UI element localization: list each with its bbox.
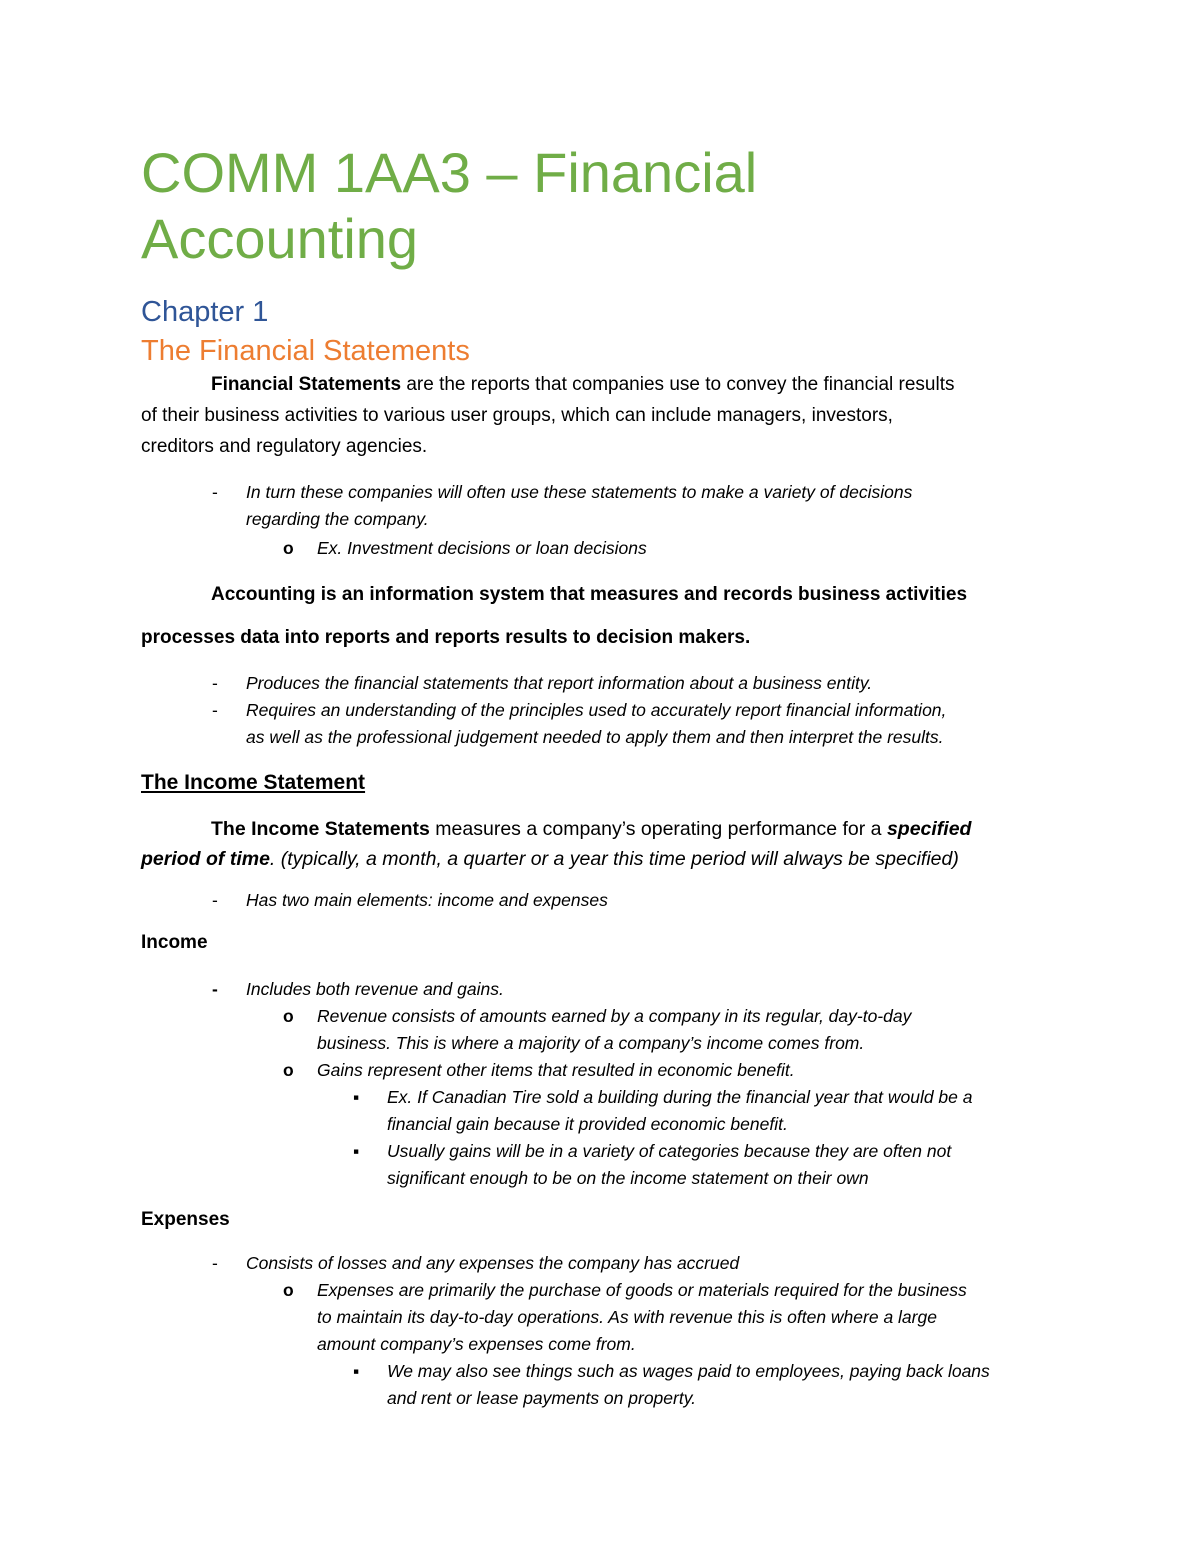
bullet-text: amount company’s expenses come from.: [317, 1334, 636, 1354]
bullet-text: regarding the company.: [246, 509, 429, 529]
dash-bullet: -: [212, 482, 218, 502]
list-item: [283, 535, 1063, 562]
list-item: [212, 887, 1072, 914]
list-item: [212, 670, 1072, 697]
list-item: [283, 1003, 1073, 1057]
bullet-text: business. This is where a majority of a company’s income comes from.: [317, 1033, 865, 1053]
list-item: [283, 1057, 1073, 1084]
square-bullet: ▪: [353, 1361, 360, 1381]
bullet-text: and rent or lease payments on property.: [387, 1388, 697, 1408]
bullet-text: Produces the financial statements that report information about a business entity.: [246, 673, 873, 693]
term-financial-statements: Financial Statements: [211, 374, 402, 395]
para1-line3: creditors and regulatory agencies.: [141, 436, 428, 457]
bullet-text: significant enough to be on the income statement on their own: [387, 1168, 869, 1188]
list-item: [283, 1277, 1073, 1358]
para2-line2: processes data into reports and reports results to decision makers.: [141, 627, 751, 648]
financial-statements-paragraph: [141, 369, 1061, 462]
document-title: COMM 1AA3 – Financial Accounting: [141, 141, 758, 270]
bullet-text: to maintain its day-to-day operations. As with revenue this is often where a large: [317, 1307, 937, 1327]
bullet-text: Has two main elements: income and expenses: [246, 890, 608, 910]
income-statement-paragraph: [141, 814, 1061, 874]
bullet-text: Includes both revenue and gains.: [246, 979, 504, 999]
term-accounting: Accounting: [211, 584, 316, 605]
dash-bullet: -: [212, 979, 218, 999]
dash-bullet: -: [212, 700, 218, 720]
chapter-heading: Chapter 1: [141, 296, 269, 328]
bullet-text: as well as the professional judgement needed to apply them and then interpret the results.: [246, 727, 944, 747]
para3-mid: measures a company’s operating performance for a: [429, 818, 887, 840]
expenses-heading: Expenses: [141, 1209, 230, 1230]
bullet-text: Consists of losses and any expenses the company has accrued: [246, 1253, 740, 1273]
income-statement-heading: The Income Statement: [141, 771, 366, 794]
list-item: [212, 1250, 1072, 1277]
bullet-text: Ex. If Canadian Tire sold a building during the financial year that would be a: [387, 1087, 973, 1107]
emphasis-period-of-time: period of time: [141, 848, 270, 870]
circle-bullet: o: [283, 538, 294, 558]
para2-line1: is an information system that measures and records business activities: [315, 584, 968, 605]
bullet-text: financial gain because it provided economic benefit.: [387, 1114, 788, 1134]
para1-line2: of their business activities to various user groups, which can include managers, investors,: [141, 405, 893, 426]
bullet-text: Requires an understanding of the principles used to accurately report financial information,: [246, 700, 947, 720]
list-item: [353, 1138, 1073, 1192]
bullet-text: Ex. Investment decisions or loan decisions: [317, 538, 647, 558]
accounting-paragraph: [141, 580, 1061, 610]
list-item: [353, 1084, 1073, 1138]
list-item: [212, 976, 1072, 1003]
square-bullet: ▪: [353, 1141, 360, 1161]
bullet-text: Gains represent other items that resulted in economic benefit.: [317, 1060, 795, 1080]
para3-rest: . (typically, a month, a quarter or a year this time period will always be specified): [269, 848, 959, 870]
circle-bullet: o: [283, 1060, 294, 1080]
square-bullet: ▪: [353, 1087, 360, 1107]
bullet-text: Revenue consists of amounts earned by a company in its regular, day-to-day: [317, 1006, 912, 1026]
bullet-text: Expenses are primarily the purchase of goods or materials required for the business: [317, 1280, 967, 1300]
emphasis-specified: specified: [886, 818, 972, 840]
circle-bullet: o: [283, 1006, 294, 1026]
dash-bullet: -: [212, 673, 218, 693]
section-heading: The Financial Statements: [141, 335, 470, 367]
dash-bullet: -: [212, 1253, 218, 1273]
bullet-text: Usually gains will be in a variety of categories because they are often not: [387, 1141, 952, 1161]
list-item: [353, 1358, 1073, 1412]
bullet-text: In turn these companies will often use these statements to make a variety of decisions: [246, 482, 913, 502]
list-item: [212, 479, 1062, 533]
bullet-text: We may also see things such as wages paid to employees, paying back loans: [387, 1361, 990, 1381]
circle-bullet: o: [283, 1280, 294, 1300]
income-heading: Income: [141, 932, 208, 953]
term-income-statements: The Income Statements: [211, 818, 430, 840]
list-item: [212, 697, 1072, 751]
para1-line1: are the reports that companies use to convey the financial results: [401, 374, 955, 395]
dash-bullet: -: [212, 890, 218, 910]
